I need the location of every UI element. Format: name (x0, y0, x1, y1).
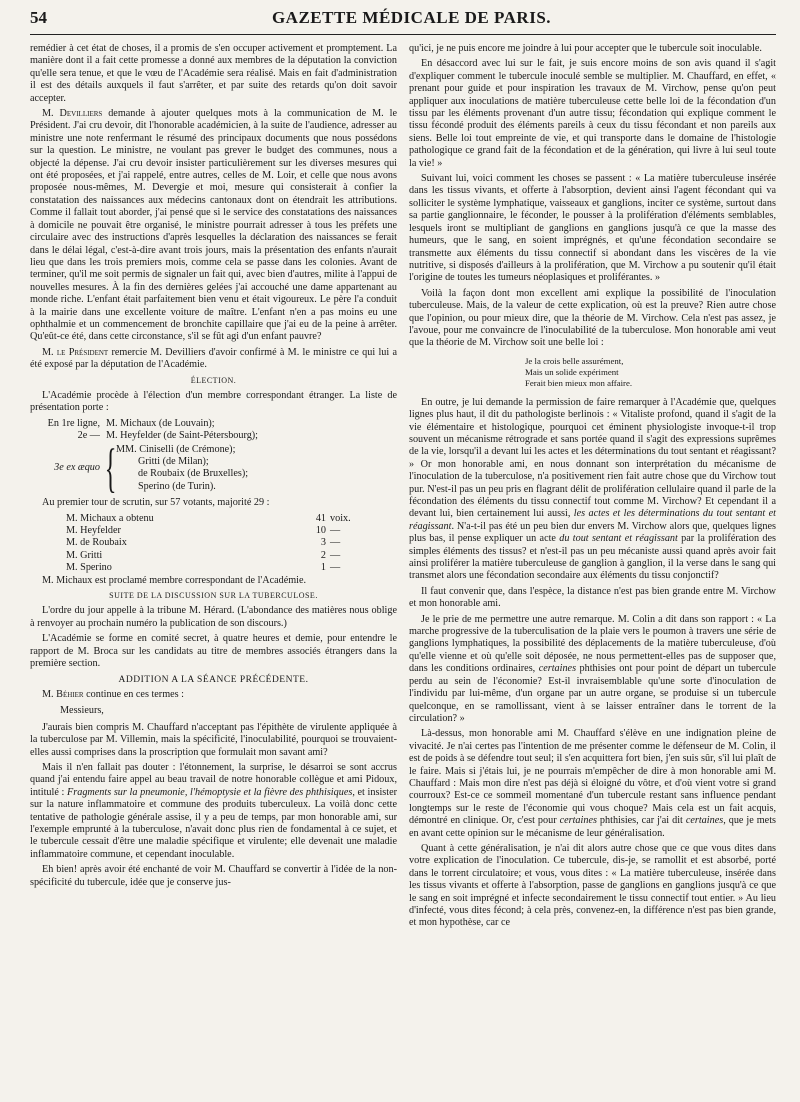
speaker-name: M. le Président (42, 346, 109, 358)
verse-quote (525, 356, 776, 389)
vote-row (30, 525, 397, 537)
vote-unit: — (330, 525, 341, 537)
rank-label: 2e — (77, 430, 100, 442)
vote-name: M. Heyfelder (66, 525, 121, 537)
right-column (409, 43, 776, 933)
paragraph-text: phthisies, car j'ai dit (596, 815, 686, 827)
paragraph-text: continue en ces termes : (83, 688, 184, 700)
salutation: Messieurs, (60, 705, 104, 717)
paragraph-text: phthisies ont pour point de départ un tubercule perdu au sein de l'économie? Est-il invraisemblable qu'une sorte d'inoculation de l'individu par lui-même, d'un organe par un autre organe, se produise si un tubercule quelconque, en se ramollissant, vient à se laisser entraîner dans le torrent de la circulation? » (409, 663, 777, 724)
paragraph: Il faut convenir que, dans l'espèce, la distance n'est pas bien grande entre M. Virchow et mon honorable ami. (409, 585, 776, 610)
paragraph: Eh bien! après avoir été enchanté de voir M. Chauffard se convertir à l'idée de la non-spécificité du tubercule, idée que je conserve jus- (30, 864, 397, 888)
italic-phrase: les actes et les déterminations du tout sentant et réagissant (409, 508, 776, 532)
rank-label: En 1re ligne, (47, 417, 100, 429)
vote-unit: — (330, 549, 341, 561)
paragraph (30, 762, 397, 861)
candidate-row (30, 430, 397, 442)
paragraph-text: Je le prie de me permettre une autre remarque. M. Colin a dit dans son rapport : « La marche progressive de la tuberculisation de la plaie vers le poumon à travers une série de ganglions lymphatiques, la possibilité des déplacements de la matière tuberculeuse, d'où qu'elle vienne et où qu'elle soit déposée, ne nous permettent-elles pas de supposer que, dans les conditions ordinaires, (409, 613, 776, 675)
vote-row (30, 562, 397, 574)
work-title: Fragments sur la pneumonie, l'hémoptysie et la fièvre des phthisiques (67, 786, 353, 798)
paragraph-text: Là-dessus, mon honorable ami M. Chauffard s'élève en une indignation pleine de vivacité. Je n'ai certes pas l'intention de me présenter comme le défenseur de M. Colin, il est de poids à se défendre tout seul; il s'en acquittera fort bien, j'en suis sûr, s'il lui plaît de le faire. Mais si j'étais lui, je ne pourrais m'empêcher de dire à mon honorable ami M. Chauffard : Mais mon dire n'est pas déjà si éloigné du vôtre, et d'où vient votre si grand courroux? Est-ce ce sommeil momentané d'un tubercule restant sans influence pendant longtemps sur le reste de l'économie qui vous choque? Mais cela est un fait acquis, démontré en clinique. Or, c'est pour (409, 728, 776, 827)
verse-line: Ferait bien mieux mon affaire. (525, 377, 633, 388)
vote-results (30, 513, 397, 575)
paragraph: En désaccord avec lui sur le fait, je suis encore moins de son avis quand il s'agit d'expliquer comment le tubercule inoculé semble se multiplier. M. Chauffard, en effet, « prenant pour guide et pour inspiration les travaux de M. Virchow, pense qu'on peut appliquer aux inoculations de matière tuberculeuse cette belle loi de la fécondation d'un tissu par les éléments provenant d'un autre tissu; fécondation qui explique comment le tissu fécondé produit des éléments pareils à ceux du tissu fécondant et non pareils aux siens. Belle loi tout empreinte de vie, et qui transporte dans le domaine de l'histologie pathologique ce grand fait de la fécondation et de la génération, qui livre à lui seul toute la vie! » (409, 58, 776, 169)
paragraph: Voilà la façon dont mon excellent ami explique la possibilité de l'inoculation tuberculeuse. Mais, de la valeur de cette explication, où est la preuve? Rien autre chose que l'opinion, ou pour mieux dire, que la théorie de M. Virchow. Cela n'est pas assez, je l'avoue, pour me convaincre de l'inoculabilité de la tuberculose. Mon honorable ami veut que la théorie de M. Virchow soit une belle loi : (409, 287, 776, 349)
paragraph (409, 728, 776, 840)
paragraph-text: remercie M. Devilliers d'avoir confirmé à M. le ministre ce qui lui a été exposé par la députation de l'Académie. (30, 346, 397, 371)
candidate: Sperino (de Turin). (138, 480, 216, 492)
vote-name: M. Michaux a obtenu (66, 512, 154, 524)
paragraph (409, 614, 776, 726)
paragraph-text: , que je mets en avant cette opinion sur le mécanisme de leur généralisation. (409, 815, 776, 839)
paragraph-text: , et insister sur la nature inflammatoire et commune des produits tuberculeux. La voilà donc cette tentative de pathologie générale assise, il y a peu de temps, par mon honorable ami, sur l'exemple emprunté à la tuberculose, n'avait donc plus rien de fondamental à ce sujet, et le tubercule cessait d'être une maladie spécifique et virulente; elle devenait une maladie inflammatoire commune, et cependant inoculable. (30, 786, 397, 860)
vote-count: 41 (315, 512, 326, 524)
italic-phrase: du tout sentant et réagissant (559, 533, 678, 545)
vote-row (30, 513, 397, 525)
vote-name: M. Gritti (66, 549, 103, 561)
left-column (30, 43, 397, 933)
candidate: MM. Ciniselli (de Crémone); (116, 443, 236, 455)
paragraph: M. Michaux est proclamé membre correspondant de l'Académie. (42, 574, 307, 586)
italic-phrase: certaines (538, 663, 577, 675)
vote-unit: — (330, 562, 341, 574)
page-header (30, 8, 776, 35)
paragraph: qu'ici, je ne puis encore me joindre à lui pour accepter que le tubercule soit inoculable. (409, 43, 762, 54)
paragraph: Quant à cette généralisation, je n'ai dit alors autre chose que ce que vous dites dans votre explication de l'inoculation. Ce tubercule, dis-je, se ramollit et est absorbé, porté dans le torrent circulatoire; et vous, vous dites : « La matière tuberculeuse, insérée dans les tissus vivants et offerte à l'absorption, passe de ganglions en ganglions jusqu'à ce que le sang en soit imprégné et infecte secondairement le tissu connectif tout entier. » Au lieu d'infecté, vous dites fécond; à cela près, convenez-en, la différence n'est pas bien grande, et mon hypothèse, car ce (409, 842, 776, 929)
verse-line: Mais un solide expériment (525, 366, 619, 377)
candidate: Gritti (de Milan); (138, 456, 209, 467)
paragraph: L'Académie se forme en comité secret, à quatre heures et demie, pour entendre le rapport de M. Broca sur les candidats au titre de membres associés étrangers dans la première section. (30, 633, 397, 670)
paragraph: L'ordre du jour appelle à la tribune M. Hérard. (L'abondance des matières nous oblige à renvoyer au prochain numéro la publication de son discours.) (30, 605, 397, 629)
vote-name: M. de Roubaix (66, 537, 127, 549)
paragraph: remédier à cet état de choses, il a promis de s'en occuper activement et promptement. La manière dont il a fait cette promesse a donné aux membres de la députation la conviction qu'elle sera tenue, et que le vœu de l'Académie sera réalisé. Mais en fait d'administration il est des détails auxquels il faut s'arrêter, et par suite des retards qu'on doit savoir accepter. (30, 43, 397, 104)
candidate: M. Michaux (de Louvain); (106, 417, 215, 429)
vote-row (30, 550, 397, 562)
speaker-name: M. Béhier (42, 688, 84, 700)
vote-count: 1 (320, 562, 326, 574)
vote-row (30, 537, 397, 549)
vote-count: 3 (320, 537, 326, 549)
paragraph (30, 108, 397, 344)
vote-unit: — (330, 537, 341, 549)
paragraph-text: En outre, je lui demande la permission de faire remarquer à l'Académie que, quelques lignes plus haut, il dit du pathologiste berlinois : « Vitaliste profond, quand il s'agit de la vie élémentaire et histologique, pourquoi cet éminent physiologiste invoque-t-il trop souvent un mécanisme rétrograde et sans portée quand il s'agit des expressions suprêmes de la vie, lorsqu'il a devant lui les actes et les déterminations du tout sentant et réagissant? » Or mon honorable ami, en nous donnant son interprétation du mécanisme de l'inoculation de la tuberculose, n'a positivement rien fait autre chose que du Virchow tout pur. N'est-il pas un peu pris en flagrant délit de prolifération cellulaire quand il parle de la fécondation des éléments du tissu connectif tout comme M. Virchow? Et cependant il a devant lui, bien certainement lui aussi, (409, 396, 776, 520)
paragraph (409, 397, 776, 583)
candidate: M. Heyfelder (de Saint-Pétersbourg); (106, 430, 259, 442)
vote-count: 10 (315, 525, 326, 537)
section-heading: SUITE DE LA DISCUSSION SUR LA TUBERCULOSE. (109, 591, 318, 601)
paragraph-text: par la prolifération des simples éléments des tissus? et n'est-il pas un peu mécaniste aussi quand après avoir fait ainsi proliférer la matière tuberculeuse de ganglion à ganglion, il la verse dans le sang qui transmet alors une fécondation secondaire aux éléments du tissu conjonctif? (409, 533, 776, 582)
candidate-row (30, 418, 397, 430)
candidate-group (30, 438, 397, 499)
paragraph: L'Académie procède à l'élection d'un membre correspondant étranger. La liste de présentation porte : (30, 389, 397, 414)
candidate-list (30, 417, 397, 499)
section-heading: ÉLECTION. (190, 375, 237, 385)
paragraph: J'aurais bien compris M. Chauffard n'acceptant pas l'épithète de virulente appliquée à la tuberculose par M. Villemin, mais la spécificité, l'inoculabilité, pourquoi se trouvaient-elles aussi comprises dans la proscription que formulait mon savant ami? (30, 721, 397, 758)
verse-line: Je la crois belle assurément, (525, 355, 624, 366)
paragraph-text: Mais il n'en fallait pas douter : l'étonnement, la surprise, le désarroi se sont accrus quand j'ai entendu faire appel au beau travail de notre honorable collègue et ami Pidoux, intitulé : (30, 761, 397, 798)
candidate-group-list (116, 444, 248, 494)
paragraph (30, 347, 397, 372)
italic-phrase: certaines (685, 815, 724, 827)
page-number: 54 (30, 8, 47, 27)
paragraph: Suivant lui, voici comment les choses se passent : « La matière tuberculeuse insérée dans les tissus vivants, et offerte à l'absorption, devient ainsi l'agent fécondant qui va solliciter le système lymphatique, vaisseaux et ganglions, inciter ce système, surtout dans sa partie ganglionnaire, le féconder, le pousser à la prolifération d'éléments semblables, lesquels iront se multipliant de ganglions en ganglions jusqu'à ce que la masse des humeurs, que le sang, en soient imprégnés, et qu'une fécondation secondaire se transmette aux éléments du tissu connectif si abondant dans les viscères de la vie nutritive, si disposés d'ailleurs à la prolifération, que M. Virchow a pu soutenir qu'il était l'origine de toutes les tumeurs néoplasiques et proliférantes. » (409, 173, 776, 284)
brace-icon: { (104, 438, 117, 499)
vote-unit: voix. (330, 512, 351, 524)
columns (30, 43, 776, 933)
journal-title: GAZETTE MÉDICALE DE PARIS. (271, 8, 552, 27)
paragraph-text: demande à ajouter quelques mots à la communication de M. le Président. J'ai cru devoir, dit l'honorable académicien, à la suite de l'audience, adresser au ministre une note renfermant le résumé des principaux documents que nous possédons sur la question. Le ministre, ne voulant pas grever le budget des communes, nous a objecté la dépense. J'ai cru devoir insister particulièrement sur les diverses mesures qui ont été proposées, et j'ai rappelé, entre autres, celles de M. Loir, et celle que nous avons proposée nous-mêmes, M. Devergie et moi, mesure qui consisterait à confier la constatation des naissances aux médecins cantonaux dont on étendrait les attributions. Comme il fallait tout aborder, j'ai pensé que si le service des constatations des naissances à domicile ne pouvait être organisé, le ministre pourrait adresser à tous les préfets une circulaire avec des instructions d'après lesquelles la déclaration des naissances se ferait dans le délai légal, c'est-à-dire avant trois jours, mais la présentation des enfants n'aurait lieu que dans les trois premiers mois, comme cela se passe dans les colonies. Avant de terminer, qu'il me soit permis de signaler un fait qui, avec bien d'autres, milite à l'appui de nouvelles mesures. À la fin des dernières gelées j'ai accouché une dame appartenant au monde riche. L'enfant était parfaitement bien venu et était vigoureux. Le père l'a conduit à la mairie dans une excellente voiture de maître. L'enfant n'en a pas moins eu une ophthalmie et un commencement de bronchite capillaire que j'ai eu de la peine à arrêter. Qu'eût-ce été, dans cette circonstance, s'il se fût agi d'un enfant pauvre? (30, 108, 397, 343)
paragraph-text: . N'a-t-il pas été un peu bien dur envers M. Virchow alors que, quelques lignes plus bas, il pense expliquer un acte (409, 520, 776, 545)
speaker-name: M. Devilliers (42, 108, 103, 120)
section-heading: ADDITION A LA SÉANCE PRÉCÉDENTE. (118, 674, 309, 685)
paragraph: Au premier tour de scrutin, sur 57 votants, majorité 29 : (42, 497, 270, 509)
vote-count: 2 (320, 549, 326, 561)
candidate: de Roubaix (de Bruxelles); (138, 468, 249, 480)
rank-label: 3e ex æquo (54, 462, 100, 474)
paragraph (30, 689, 397, 701)
vote-name: M. Sperino (66, 562, 112, 574)
italic-phrase: certaines (559, 815, 597, 827)
